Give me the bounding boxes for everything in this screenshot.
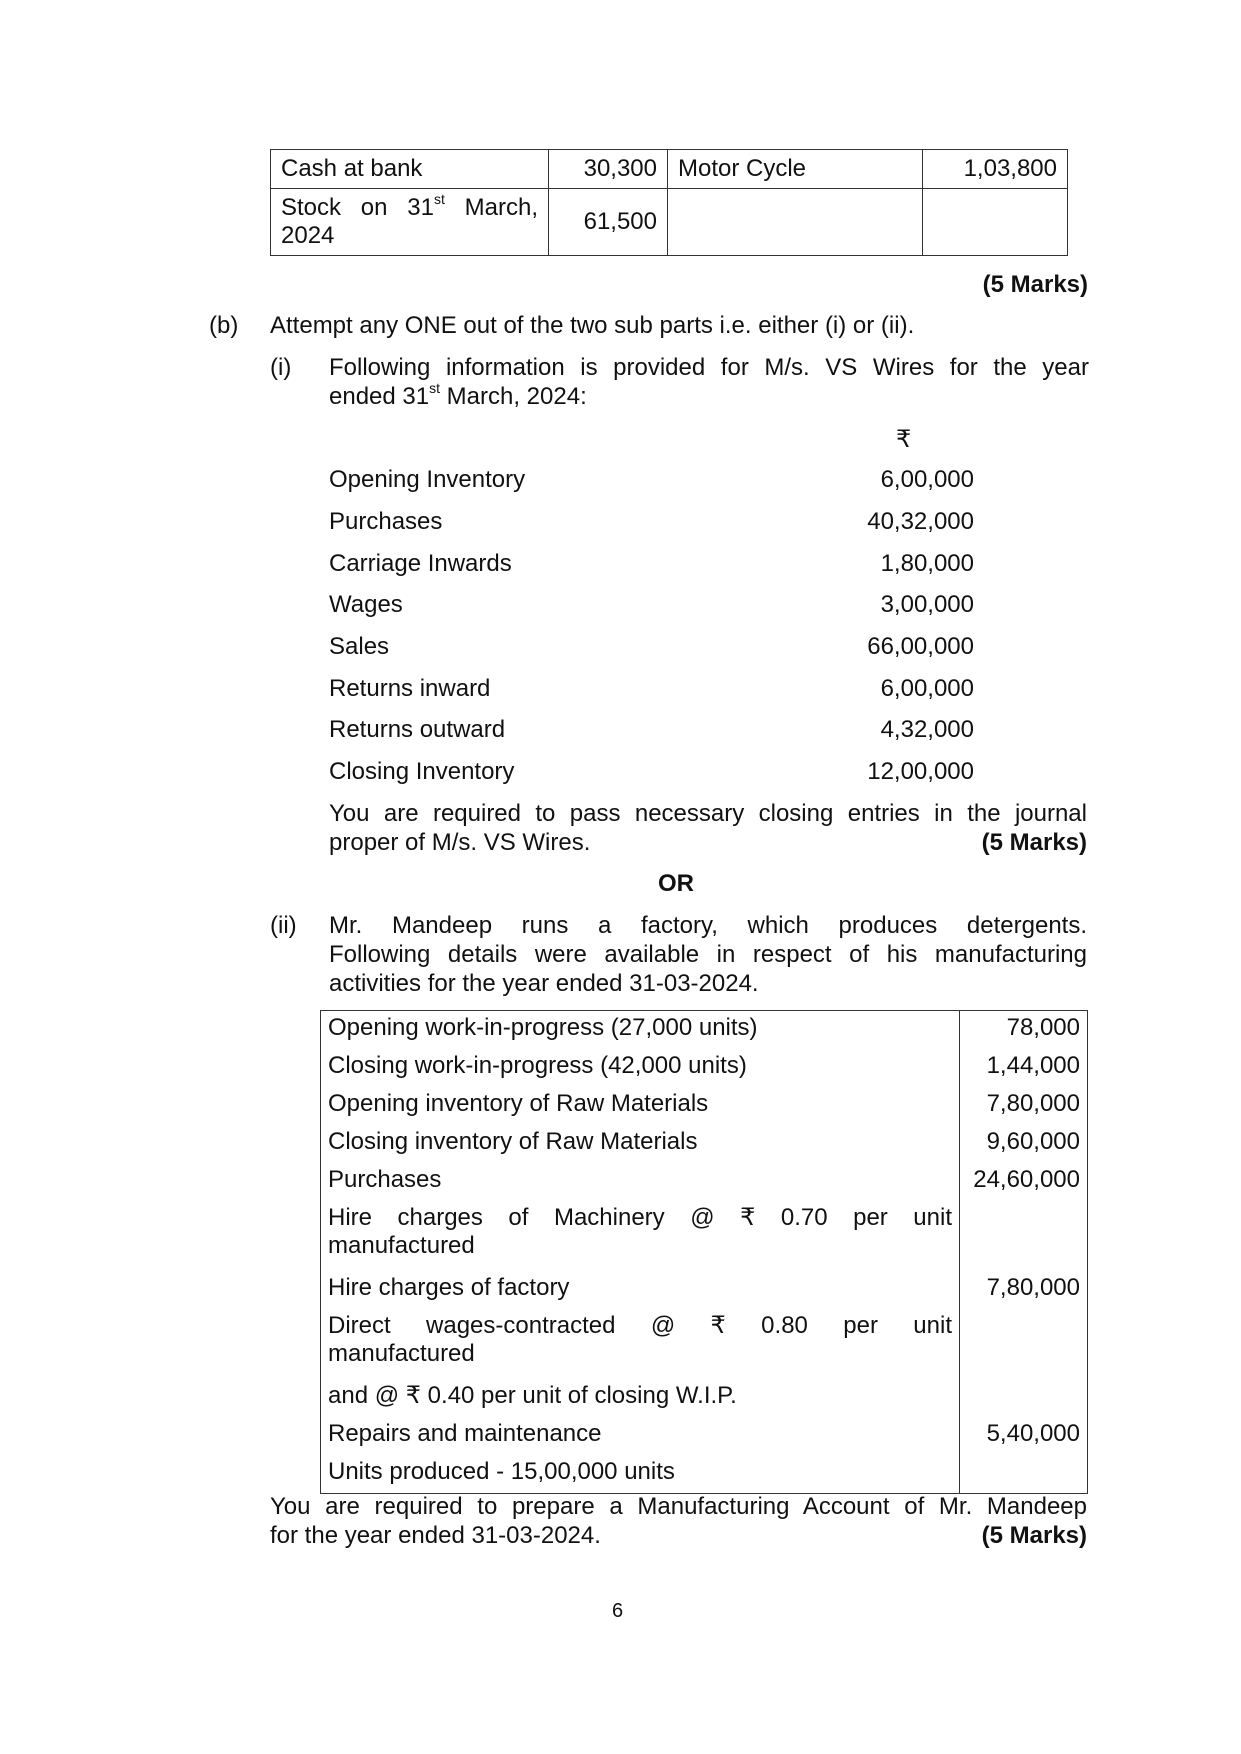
item-label: Sales [329,633,390,660]
table-row [321,1087,1088,1125]
table-cell [923,189,1068,256]
item-label: Purchases [329,508,443,535]
subpart-label-i: (i) [270,354,292,381]
table-cell [960,1309,1088,1379]
item-label: Opening Inventory [329,466,526,493]
table-cell: Cash at bank [271,150,549,189]
list-item [329,675,974,717]
subpart-i-text [329,353,1089,411]
table-cell: Motor Cycle [668,150,923,189]
stock-label-line1: Stock on 31st March, [281,191,539,221]
table-row [271,150,1068,189]
table-row [321,1163,1088,1201]
question-instruction: Attempt any ONE out of the two sub parts i.e. either (i) or (ii). [270,312,915,339]
marks-label: (5 Marks) [981,1522,1087,1549]
table-cell [960,1201,1088,1271]
item-label: Returns inward [329,675,491,702]
list-item [329,633,974,675]
text-line: Hire charges of Machinery @ ₹ 0.70 per unit [328,1204,952,1231]
item-value: 12,00,000 [867,758,974,785]
item-value: 1,80,000 [880,550,974,577]
text-line: manufactured [328,1340,475,1367]
subpart-i-requirement [329,799,1087,857]
table-row [321,1309,1088,1379]
table-cell: Repairs and maintenance [321,1417,960,1455]
text-line: ended 31st March, 2024: [329,380,587,410]
table-row [321,1455,1088,1494]
table-cell: 1,03,800 [923,150,1068,189]
table-row [321,1125,1088,1163]
table-cell [321,1309,960,1379]
item-label: Returns outward [329,716,506,743]
item-label: Closing Inventory [329,758,515,785]
table-cell: and @ ₹ 0.40 per unit of closing W.I.P. [321,1379,960,1417]
item-value: 4,32,000 [880,716,974,743]
item-label: Wages [329,591,403,618]
table-row [321,1201,1088,1271]
table-cell: Opening inventory of Raw Materials [321,1087,960,1125]
text-line: You are required to prepare a Manufacturing Account of Mr. Mandeep [270,1493,1087,1520]
manufacturing-table [320,1010,1088,1494]
text-line: activities for the year ended 31-03-2024. [329,970,759,997]
table-cell [960,1379,1088,1417]
text-line: Direct wages-contracted @ ₹ 0.80 per unit [328,1312,952,1339]
subpart-ii-text [329,911,1087,998]
marks-label: (5 Marks) [982,271,1088,298]
table-cell: 30,300 [549,150,668,189]
text-line: Mr. Mandeep runs a factory, which produces detergents. [329,912,1087,939]
table-row [271,189,1068,256]
list-item [329,591,974,633]
balance-table [270,149,1068,256]
table-cell [321,1201,960,1271]
table-cell [271,189,549,256]
table-cell: 24,60,000 [960,1163,1088,1201]
text-line: You are required to pass necessary closing entries in the journal [329,800,1087,827]
table-cell: 78,000 [960,1011,1088,1050]
list-item [329,758,974,800]
item-value: 66,00,000 [867,633,974,660]
table-cell: Units produced - 15,00,000 units [321,1455,960,1494]
subpart-ii-requirement [270,1492,1087,1550]
page-number: 6 [612,1600,624,1622]
text-line: Following information is provided for M/s. VS Wires for the year [329,354,1089,381]
table-cell: 7,80,000 [960,1087,1088,1125]
table-row [321,1011,1088,1050]
marks-label: (5 Marks) [981,829,1087,856]
list-item [329,466,974,508]
stock-label-line2: 2024 [281,222,335,249]
question-number: (b) [209,312,239,339]
table-cell: 1,44,000 [960,1049,1088,1087]
subpart-label-ii: (ii) [270,912,297,939]
table-cell: 9,60,000 [960,1125,1088,1163]
table-row [321,1379,1088,1417]
table-cell: Closing work-in-progress (42,000 units) [321,1049,960,1087]
item-value: 6,00,000 [880,675,974,702]
table-cell [668,189,923,256]
text-line: proper of M/s. VS Wires. (5 Marks) [329,829,1087,856]
list-item [329,550,974,592]
table-cell: Hire charges of factory [321,1271,960,1309]
table-cell: 7,80,000 [960,1271,1088,1309]
currency-symbol: ₹ [896,426,912,453]
or-separator: OR [658,870,694,897]
list-item [329,716,974,758]
item-label: Carriage Inwards [329,550,512,577]
table-cell: 61,500 [549,189,668,256]
text-line: for the year ended 31-03-2024. (5 Marks) [270,1522,1087,1549]
list-item [329,508,974,550]
table-row [321,1049,1088,1087]
table-cell: Opening work-in-progress (27,000 units) [321,1011,960,1050]
text-line: Following details were available in respect of his manufacturing [329,941,1087,968]
table-cell: Purchases [321,1163,960,1201]
table-cell [960,1455,1088,1494]
item-value: 3,00,000 [880,591,974,618]
table-cell: Closing inventory of Raw Materials [321,1125,960,1163]
table-row [321,1417,1088,1455]
item-value: 40,32,000 [867,508,974,535]
text-line: manufactured [328,1232,475,1259]
table-cell: 5,40,000 [960,1417,1088,1455]
item-value: 6,00,000 [880,466,974,493]
table-row [321,1271,1088,1309]
